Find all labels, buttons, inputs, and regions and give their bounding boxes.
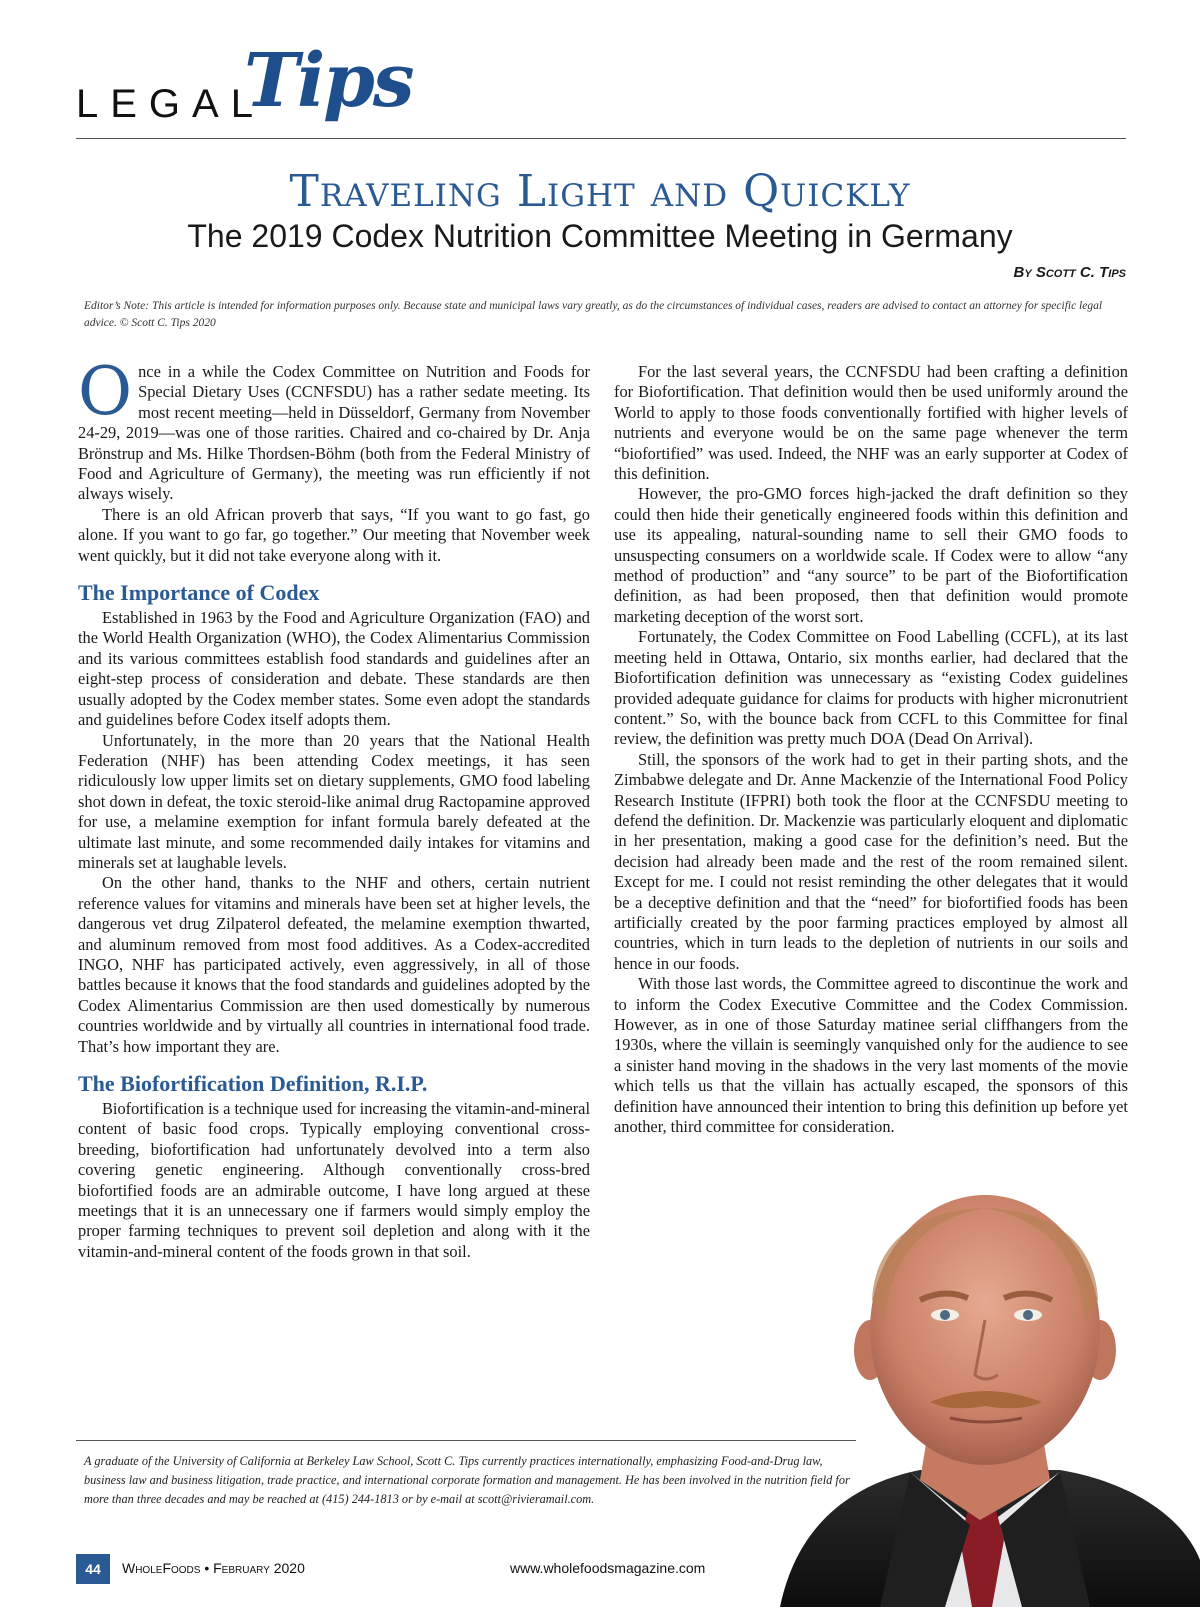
paragraph: Unfortunately, in the more than 20 years that the National Health Federation (NHF) has been attending Codex meetings, it has seen ridiculously low upper limits set on dietary supplements, GMO food labeling shot down in defeat, the toxic steroid-like animal drug Ractopamine approved for use, a melamine exemption for infant formula barely defeated at the ultimate last minute, and some recommended daily intakes for vitamins and minerals set at laughable levels. [78, 730, 590, 872]
paragraph: There is an old African proverb that says, “If you want to go fast, go alone. If you want to go far, go together.” Our meeting that November week went quickly, but it did not take everyone along with it. [78, 504, 590, 565]
page-number: 44 [76, 1554, 110, 1584]
article-subtitle: The 2019 Codex Nutrition Committee Meeting in Germany [187, 218, 1013, 254]
article-title: Traveling Light and Quickly [289, 166, 911, 217]
section-heading: The Importance of Codex [78, 580, 320, 606]
paragraph: For the last several years, the CCNFSDU had been crafting a definition for Biofortification. That definition would then be used uniformly around the World to apply to those foods conventionally fortified with higher levels of nutrients and everyone would be on the same page whenever the term “biofortified” was used. Indeed, the NHF was an early supporter at Codex of this definition. [614, 362, 1128, 484]
right-column [614, 362, 1128, 1137]
editor-note: Editor’s Note: This article is intended for information purposes only. Because state and municipal laws vary greatly, as do the circumstances of individual cases, readers are advised to contact an attorney for specific legal advice. © Scott C. Tips 2020 [84, 300, 1103, 329]
section-header [76, 38, 1126, 138]
intro-text: nce in a while the Codex Committee on Nutrition and Foods for Special Dietary Uses (CCNFSDU) has a rather sedate meeting. Its most recent meeting—held in Düsseldorf, Germany from November 24-29, 2019—was one of those rarities. Chaired and co-chaired by Dr. Anja Brönstrup and Ms. Hilke Thordsen-Böhm (both from the Federal Ministry of Food and Agriculture of Germany), the meeting was run efficiently if not always wisely. [78, 362, 590, 504]
paragraph: Biofortification is a technique used for increasing the vitamin-and-mineral content of basic food crops. Typically employing conventional cross-breeding, biofortification had unfortunately devolved into a term also covering genetic engineering. Although conventionally cross-bred biofortified foods are an admirable outcome, I have long argued at these meetings that it is an unnecessary one if farmers would simply employ the proper farming techniques to prevent soil depletion and along with it the vitamin-and-mineral content of the foods grown in that soil. [78, 1099, 590, 1261]
bio-divider [76, 1440, 856, 1441]
paragraph: Established in 1963 by the Food and Agriculture Organization (FAO) and the World Health Organization (WHO), the Codex Alimentarius Commission and its various committees establish food standards and guidelines after an eight-step process of consideration and debate. These standards are then usually adopted by the Codex member states. Some even adopt the standards and guidelines before Codex itself adopts them. [78, 608, 590, 730]
magazine-url: www.wholefoodsmagazine.com [510, 1560, 706, 1576]
left-column [78, 353, 590, 1262]
author-byline: By Scott C. Tips [1013, 264, 1126, 281]
tips-logo: Tips [244, 38, 413, 124]
author-photo [760, 1180, 1200, 1607]
paragraph: However, the pro-GMO forces high-jacked the draft definition so they could then hide their genetically engineered foods within this definition and use its appealing, natural-sounding name to sell their GMO foods to unsuspecting consumers on a worldwide scale. If Codex were to allow “any method of production” and “any source” to be part of the Biofortification definition, as had been proposed, then that definition would promote marketing deception of the worst sort. [614, 484, 1128, 626]
section-heading: The Biofortification Definition, R.I.P. [78, 1071, 428, 1096]
paragraph: Fortunately, the Codex Committee on Food Labelling (CCFL), at its last meeting held in Ottawa, Ontario, six months earlier, had declared that the Biofortification definition was unnecessary as “existing Codex guidelines provided adequate guidance for claims for products with higher micronutrient content.” So, with the bounce back from CCFL to this Committee for final review, the definition was pretty much DOA (Dead On Arrival). [614, 627, 1128, 749]
author-bio: A graduate of the University of California at Berkeley Law School, Scott C. Tips currently practices internationally, emphasizing Food-and-Drug law, business law and business litigation, trade practice, and international corporate formation and management. He has been involved in the nutrition field for more than three decades and may be reached at (415) 244-1813 or by e-mail at scott@rivieramail.com. [84, 1454, 850, 1506]
magazine-issue: WholeFoods • February 2020 [122, 1560, 305, 1576]
header-divider [76, 138, 1126, 139]
paragraph: On the other hand, thanks to the NHF and others, certain nutrient reference values for vitamins and minerals have been set at higher levels, the dangerous vet drug Zilpaterol defeated, the melamine exemption thwarted, and aluminum removed from most food additives. As a Codex-accredited INGO, NHF has participated actively, even aggressively, in all of those battles because it knows that the food standards and guidelines adopted by the Codex Alimentarius Commission are then used domestically by numerous countries worldwide and by virtually all countries in international food trade. That’s how important they are. [78, 873, 590, 1056]
paragraph: Still, the sponsors of the work had to get in their parting shots, and the Zimbabwe delegate and Dr. Anne Mackenzie of the International Food Policy Research Institute (IFPRI) both took the floor at the CCNFSDU meeting to defend the definition. Dr. Mackenzie was particularly eloquent and diplomatic in her presentation, making a good case for the definition’s need. But the decision had already been made and the rest of the room remained silent. Except for me. I could not resist reminding the other delegates that it would be a deceptive definition and that the “need” for biofortified foods has been artificially created by the poor farming practices employed by almost all countries, which in turn leads to the depletion of nutrients in our soils and hence in our foods. [614, 749, 1128, 973]
paragraph: With those last words, the Committee agreed to discontinue the work and to inform the Codex Executive Committee and the Codex Commission. However, as in one of those Saturday matinee serial cliffhangers from the 1930s, where the villain is seemingly vanquished only for the audience to see a sinister hand moving in the shadows in the very last moments of the movie which tells us that the villain has actually escaped, the sponsors of this definition have announced their intention to bring this definition up before yet another, third committee for consideration. [614, 974, 1128, 1137]
drop-cap: O [78, 353, 133, 430]
intro-paragraph [78, 353, 590, 505]
section-label: LEGAL [76, 82, 265, 126]
